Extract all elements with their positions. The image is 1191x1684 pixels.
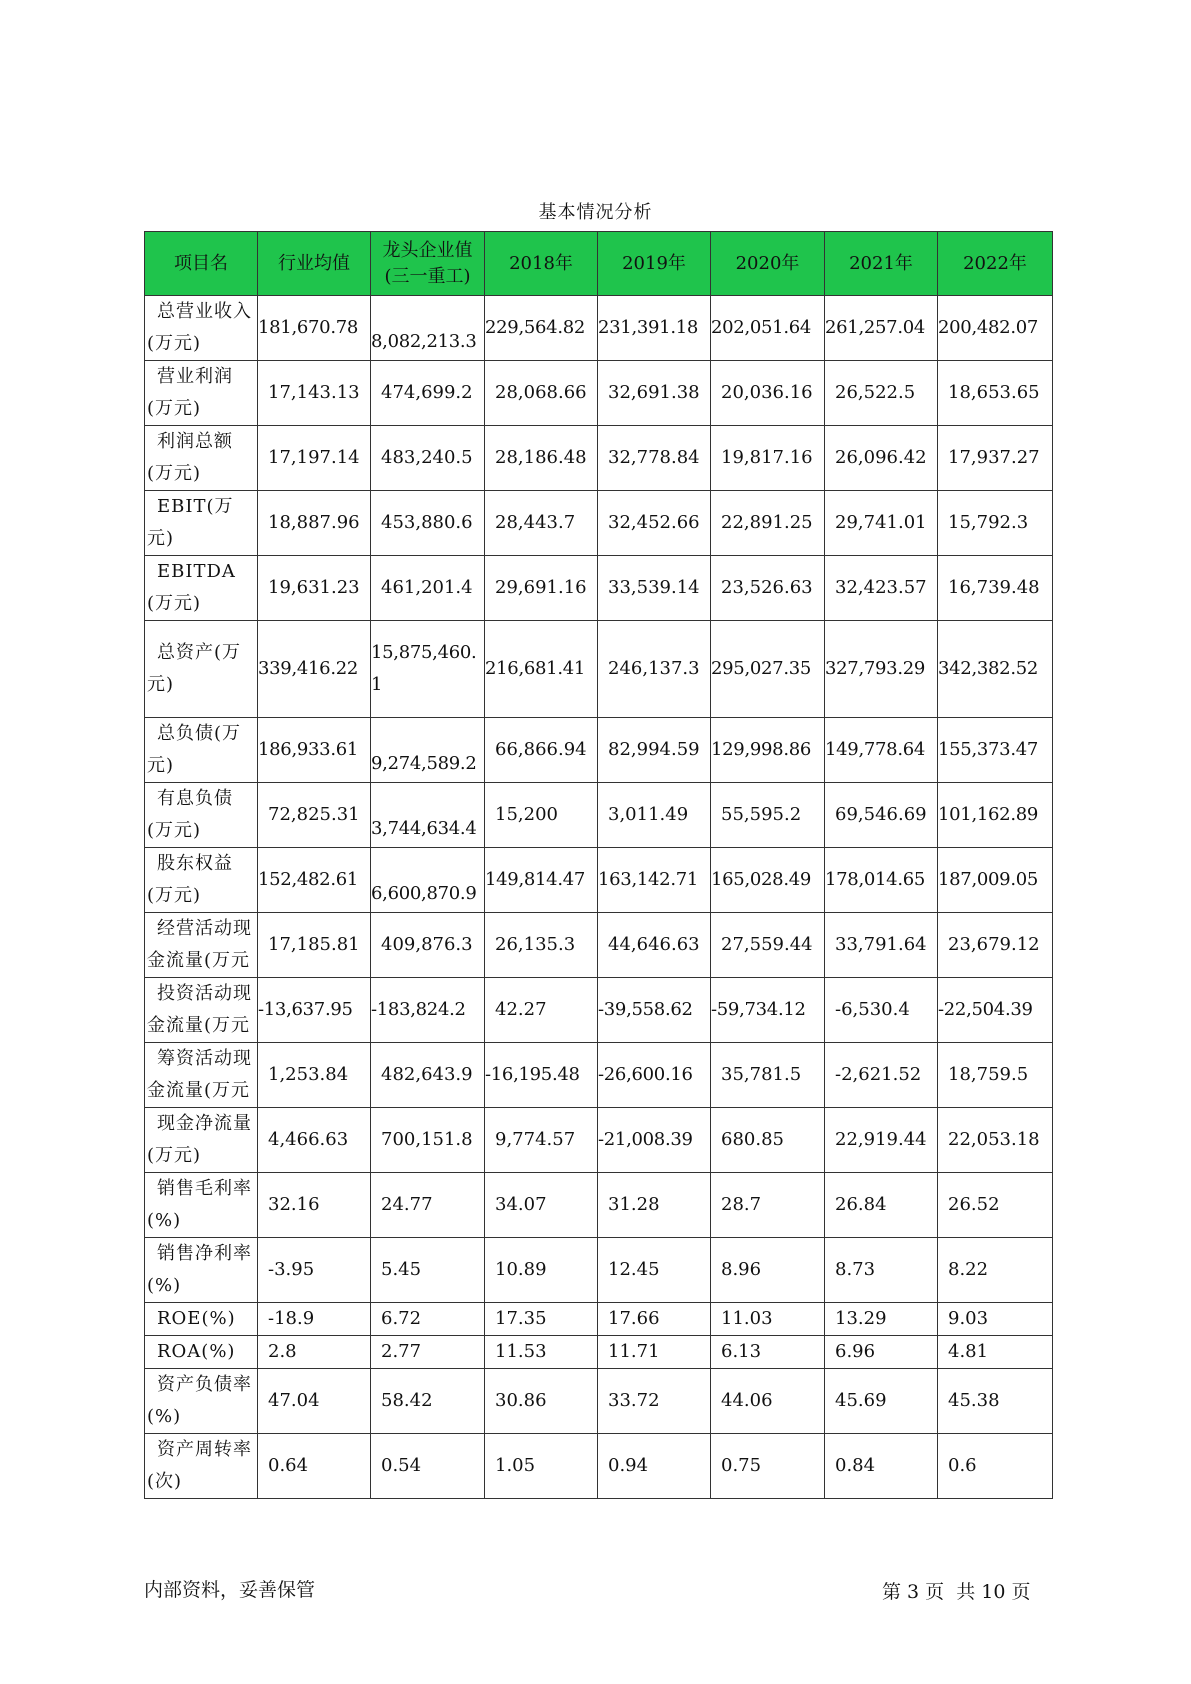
table-row — [145, 1369, 1053, 1434]
table-cell: -13,637.95 — [258, 978, 371, 1043]
header-2019: 2019年 — [598, 232, 711, 296]
table-cell: 246,137.3 — [598, 621, 711, 718]
table-cell: 13.29 — [825, 1303, 938, 1336]
table-cell: -2,621.52 — [825, 1043, 938, 1108]
header-item-name: 项目名 — [145, 232, 258, 296]
table-cell: 149,814.47 — [485, 848, 598, 913]
table-cell: 33.72 — [598, 1369, 711, 1434]
table-cell: 33,791.64 — [825, 913, 938, 978]
table-cell: 17,185.81 — [258, 913, 371, 978]
row-label: EBITDA(万元) — [145, 556, 258, 621]
table-header-row — [145, 232, 1053, 296]
row-label: 销售净利率(%) — [145, 1238, 258, 1303]
table-cell: 16,739.48 — [938, 556, 1053, 621]
table-cell: -6,530.4 — [825, 978, 938, 1043]
table-cell: 461,201.4 — [371, 556, 485, 621]
header-leader-value: 龙头企业值(三一重工) — [371, 232, 485, 296]
table-cell: -22,504.39 — [938, 978, 1053, 1043]
table-cell: 9,274,589.2 — [371, 718, 485, 783]
table-cell: 0.84 — [825, 1434, 938, 1499]
table-cell: 11.71 — [598, 1336, 711, 1369]
table-cell: 339,416.22 — [258, 621, 371, 718]
table-cell: -21,008.39 — [598, 1108, 711, 1173]
table-cell: 409,876.3 — [371, 913, 485, 978]
table-cell: 44,646.63 — [598, 913, 711, 978]
table-cell: 11.03 — [711, 1303, 825, 1336]
table-row — [145, 361, 1053, 426]
table-row — [145, 491, 1053, 556]
table-cell: 474,699.2 — [371, 361, 485, 426]
table-cell: 58.42 — [371, 1369, 485, 1434]
table-cell: 32,778.84 — [598, 426, 711, 491]
table-cell: 19,631.23 — [258, 556, 371, 621]
table-cell: 28.7 — [711, 1173, 825, 1238]
row-label: 总负债(万元) — [145, 718, 258, 783]
table-cell: 3,011.49 — [598, 783, 711, 848]
table-cell: 15,200 — [485, 783, 598, 848]
analysis-table — [144, 231, 1053, 1499]
header-2021: 2021年 — [825, 232, 938, 296]
footer-confidential-note: 内部资料，妥善保管 — [144, 1579, 316, 1601]
table-cell: 18,887.96 — [258, 491, 371, 556]
table-cell: 45.69 — [825, 1369, 938, 1434]
table-cell: 202,051.64 — [711, 296, 825, 361]
table-cell: 453,880.6 — [371, 491, 485, 556]
table-cell: 32,423.57 — [825, 556, 938, 621]
row-label: ROE(%) — [145, 1303, 258, 1336]
table-cell: 22,919.44 — [825, 1108, 938, 1173]
table-cell: 29,741.01 — [825, 491, 938, 556]
table-row — [145, 1238, 1053, 1303]
table-cell: 342,382.52 — [938, 621, 1053, 718]
table-cell: 23,526.63 — [711, 556, 825, 621]
row-label: 投资活动现金流量(万元 — [145, 978, 258, 1043]
table-cell: 11.53 — [485, 1336, 598, 1369]
table-cell: 186,933.61 — [258, 718, 371, 783]
table-row — [145, 848, 1053, 913]
table-row — [145, 913, 1053, 978]
table-cell: 42.27 — [485, 978, 598, 1043]
table-cell: 482,643.9 — [371, 1043, 485, 1108]
table-cell: 178,014.65 — [825, 848, 938, 913]
row-label: 资产负债率(%) — [145, 1369, 258, 1434]
table-row — [145, 1434, 1053, 1499]
table-cell: 216,681.41 — [485, 621, 598, 718]
table-cell: 0.64 — [258, 1434, 371, 1499]
table-cell: 0.75 — [711, 1434, 825, 1499]
table-cell: 30.86 — [485, 1369, 598, 1434]
table-cell: 6.72 — [371, 1303, 485, 1336]
table-cell: 4.81 — [938, 1336, 1053, 1369]
table-cell: 26.84 — [825, 1173, 938, 1238]
table-cell: 22,891.25 — [711, 491, 825, 556]
table-row — [145, 783, 1053, 848]
table-row — [145, 1303, 1053, 1336]
table-cell: 6.13 — [711, 1336, 825, 1369]
table-cell: 165,028.49 — [711, 848, 825, 913]
table-cell: 8.96 — [711, 1238, 825, 1303]
table-cell: 155,373.47 — [938, 718, 1053, 783]
table-cell: 27,559.44 — [711, 913, 825, 978]
table-cell: 66,866.94 — [485, 718, 598, 783]
table-row — [145, 296, 1053, 361]
row-label: 总资产(万元) — [145, 621, 258, 718]
table-cell: 680.85 — [711, 1108, 825, 1173]
table-cell: 163,142.71 — [598, 848, 711, 913]
table-cell: 32.16 — [258, 1173, 371, 1238]
table-cell: 15,875,460.1 — [371, 621, 485, 718]
row-label: 总营业收入(万元) — [145, 296, 258, 361]
row-label: 资产周转率(次) — [145, 1434, 258, 1499]
table-cell: 327,793.29 — [825, 621, 938, 718]
table-cell: 26,135.3 — [485, 913, 598, 978]
table-cell: 19,817.16 — [711, 426, 825, 491]
table-cell: 187,009.05 — [938, 848, 1053, 913]
table-cell: 32,452.66 — [598, 491, 711, 556]
row-label: 销售毛利率(%) — [145, 1173, 258, 1238]
table-cell: 10.89 — [485, 1238, 598, 1303]
row-label: 筹资活动现金流量(万元 — [145, 1043, 258, 1108]
table-cell: 29,691.16 — [485, 556, 598, 621]
table-cell: 82,994.59 — [598, 718, 711, 783]
table-cell: 6,600,870.9 — [371, 848, 485, 913]
table-cell: 23,679.12 — [938, 913, 1053, 978]
table-row — [145, 978, 1053, 1043]
table-cell: 45.38 — [938, 1369, 1053, 1434]
table-cell: 152,482.61 — [258, 848, 371, 913]
table-cell: 15,792.3 — [938, 491, 1053, 556]
table-cell: 8,082,213.3 — [371, 296, 485, 361]
row-label: 现金净流量(万元) — [145, 1108, 258, 1173]
table-cell: 28,068.66 — [485, 361, 598, 426]
table-cell: -3.95 — [258, 1238, 371, 1303]
table-cell: 3,744,634.4 — [371, 783, 485, 848]
table-cell: 2.8 — [258, 1336, 371, 1369]
table-cell: 34.07 — [485, 1173, 598, 1238]
row-label: 经营活动现金流量(万元 — [145, 913, 258, 978]
table-cell: 5.45 — [371, 1238, 485, 1303]
header-2018: 2018年 — [485, 232, 598, 296]
table-cell: 0.54 — [371, 1434, 485, 1499]
table-cell: 261,257.04 — [825, 296, 938, 361]
table-cell: 17,143.13 — [258, 361, 371, 426]
table-cell: 229,564.82 — [485, 296, 598, 361]
table-cell: 483,240.5 — [371, 426, 485, 491]
table-cell: 1.05 — [485, 1434, 598, 1499]
table-cell: 12.45 — [598, 1238, 711, 1303]
row-label: 股东权益(万元) — [145, 848, 258, 913]
table-row — [145, 1043, 1053, 1108]
table-row — [145, 1108, 1053, 1173]
table-cell: 8.73 — [825, 1238, 938, 1303]
footer-page-number: 第 3 页 共 10 页 — [882, 1581, 1031, 1603]
table-row — [145, 556, 1053, 621]
header-2020: 2020年 — [711, 232, 825, 296]
table-cell: 149,778.64 — [825, 718, 938, 783]
table-cell: -39,558.62 — [598, 978, 711, 1043]
table-cell: 8.22 — [938, 1238, 1053, 1303]
table-cell: 700,151.8 — [371, 1108, 485, 1173]
table-cell: 18,653.65 — [938, 361, 1053, 426]
table-cell: 35,781.5 — [711, 1043, 825, 1108]
table-cell: -18.9 — [258, 1303, 371, 1336]
row-label: 利润总额(万元) — [145, 426, 258, 491]
table-cell: 17,197.14 — [258, 426, 371, 491]
header-2022: 2022年 — [938, 232, 1053, 296]
table-cell: 0.94 — [598, 1434, 711, 1499]
table-cell: -16,195.48 — [485, 1043, 598, 1108]
table-cell: 28,186.48 — [485, 426, 598, 491]
row-label: 营业利润(万元) — [145, 361, 258, 426]
table-cell: 181,670.78 — [258, 296, 371, 361]
table-cell: 17,937.27 — [938, 426, 1053, 491]
table-cell: 24.77 — [371, 1173, 485, 1238]
table-cell: 55,595.2 — [711, 783, 825, 848]
table-cell: -59,734.12 — [711, 978, 825, 1043]
table-cell: 6.96 — [825, 1336, 938, 1369]
table-cell: -183,824.2 — [371, 978, 485, 1043]
table-cell: 26,522.5 — [825, 361, 938, 426]
table-cell: 33,539.14 — [598, 556, 711, 621]
table-row — [145, 1336, 1053, 1369]
table-row — [145, 621, 1053, 718]
header-industry-avg: 行业均值 — [258, 232, 371, 296]
table-cell: 129,998.86 — [711, 718, 825, 783]
table-cell: 44.06 — [711, 1369, 825, 1434]
table-cell: 17.66 — [598, 1303, 711, 1336]
table-row — [145, 1173, 1053, 1238]
table-cell: 17.35 — [485, 1303, 598, 1336]
table-cell: 28,443.7 — [485, 491, 598, 556]
table-cell: 101,162.89 — [938, 783, 1053, 848]
table-cell: 1,253.84 — [258, 1043, 371, 1108]
table-cell: 4,466.63 — [258, 1108, 371, 1173]
table-cell: 22,053.18 — [938, 1108, 1053, 1173]
table-cell: 2.77 — [371, 1336, 485, 1369]
table-cell: 9,774.57 — [485, 1108, 598, 1173]
table-row — [145, 718, 1053, 783]
table-cell: 295,027.35 — [711, 621, 825, 718]
row-label: 有息负债(万元) — [145, 783, 258, 848]
table-cell: 32,691.38 — [598, 361, 711, 426]
table-cell: 26.52 — [938, 1173, 1053, 1238]
table-cell: 9.03 — [938, 1303, 1053, 1336]
table-cell: 47.04 — [258, 1369, 371, 1434]
table-cell: -26,600.16 — [598, 1043, 711, 1108]
table-cell: 31.28 — [598, 1173, 711, 1238]
table-cell: 231,391.18 — [598, 296, 711, 361]
table-row — [145, 426, 1053, 491]
table-cell: 200,482.07 — [938, 296, 1053, 361]
row-label: EBIT(万元) — [145, 491, 258, 556]
table-cell: 20,036.16 — [711, 361, 825, 426]
row-label: ROA(%) — [145, 1336, 258, 1369]
table-cell: 26,096.42 — [825, 426, 938, 491]
table-cell: 18,759.5 — [938, 1043, 1053, 1108]
page-title: 基本情况分析 — [538, 202, 653, 223]
table-cell: 72,825.31 — [258, 783, 371, 848]
table-cell: 69,546.69 — [825, 783, 938, 848]
table-cell: 0.6 — [938, 1434, 1053, 1499]
